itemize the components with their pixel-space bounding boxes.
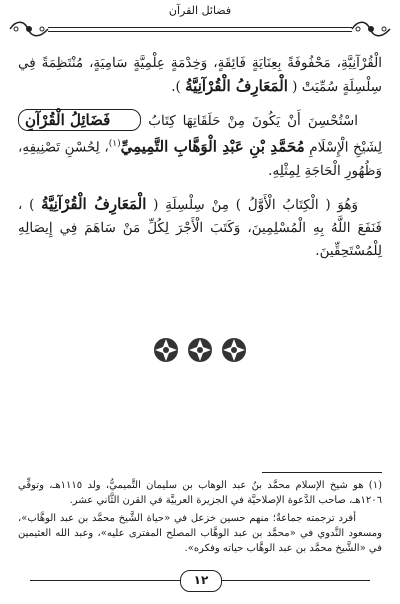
medallion-icon [219, 335, 249, 365]
left-corner-ornament-icon [8, 18, 50, 40]
body-text [18, 52, 382, 273]
footnote-1-continued: أفرد ترجمته جماعةٌ؛ منهم حسين خزعل في «حياة الشَّيخ محمَّد بن عبد الوهَّاب»، ومسعود النَّدوي في «محمَّد بن عبد الوهَّاب المصلح المفترى عليه»، وعبد الله العثيمين في «الشَّيخ محمَّد بن عبد الوهَّاب حياته وفكره». [18, 513, 382, 554]
p2-end: ، لِحُسْنِ تَصْنِيفِهِ، وَظُهُورِ الْحَاجَةِ لِمِثْلِهِ. [18, 139, 382, 179]
medallion-icon [151, 335, 181, 365]
series-name-2: الْمَعَارِفُ الْقُرْآنِيَّةُ [41, 194, 147, 213]
header-rule [48, 27, 352, 28]
footnote-rule [262, 472, 382, 473]
page-number: ١٢ [180, 570, 222, 592]
section-ornament [0, 335, 400, 365]
p3-end: ) ، فَنَفَعَ اللَّهُ بِهِ الْمُسْلِمِينَ، وَكَتَبَ الْأَجْرَ لِكُلِّ مَنْ سَاهَمَ فِي إِيصَالِهِ لِلْمُسْتَحِقِّينَ. [18, 196, 382, 259]
p3-start: وَهُوَ ( الْكِتَابُ الْأَوَّلُ ) مِنْ سِلْسِلَةِ ( [146, 196, 358, 213]
medallion-icon [185, 335, 215, 365]
paragraph-3 [18, 193, 382, 263]
series-name: الْمَعَارِفُ الْقُرْآنِيَّةُ [185, 77, 288, 95]
p1-start: الْقُرْآنِيَّةِ، مَحْفُوفَةً بِعِنَايَةٍ فَائِقَةٍ، وَخِدْمَةٍ عِلْمِيَّةٍ سَامِيَةٍ، مُنْتَظِمَةً فِي سِلْسِلَةٍ سُمِّيَتْ ( [18, 55, 382, 95]
paragraph-2 [18, 109, 382, 183]
footnote-1: (١) هو شيخ الإسلام محمَّد بنُ عبد الوهاب بن سليمان التَّميميُّ، ولد ١١١٥هـ، وتوفِّي ١٢٠٦هـ، صاحب الدَّعوة الإصلاحيَّة في الجزيرة العربيَّة في القرن الثَّاني عشر. [18, 480, 382, 506]
running-header: فضائل القرآن [168, 4, 232, 17]
right-corner-ornament-icon [350, 18, 392, 40]
footnote-ref: (١) [108, 139, 121, 149]
p1-end: ). [171, 79, 186, 95]
book-title: فَضَائِلُ الْقُرْآنِ [18, 109, 141, 131]
p2-start: اسْتُحْسِنَ أَنْ يَكُونَ مِنْ حَلَقَاتِهَا كِتَابُ [141, 113, 358, 129]
author-name: مُحَمَّدِ بْنِ عَبْدِ الْوَهَّابِ التَّمِيمِيِّ [120, 137, 305, 156]
p2-mid: لِشَيْخِ الْإِسْلَامِ [304, 139, 383, 156]
footnotes [18, 478, 382, 556]
paragraph-1 [18, 52, 382, 99]
